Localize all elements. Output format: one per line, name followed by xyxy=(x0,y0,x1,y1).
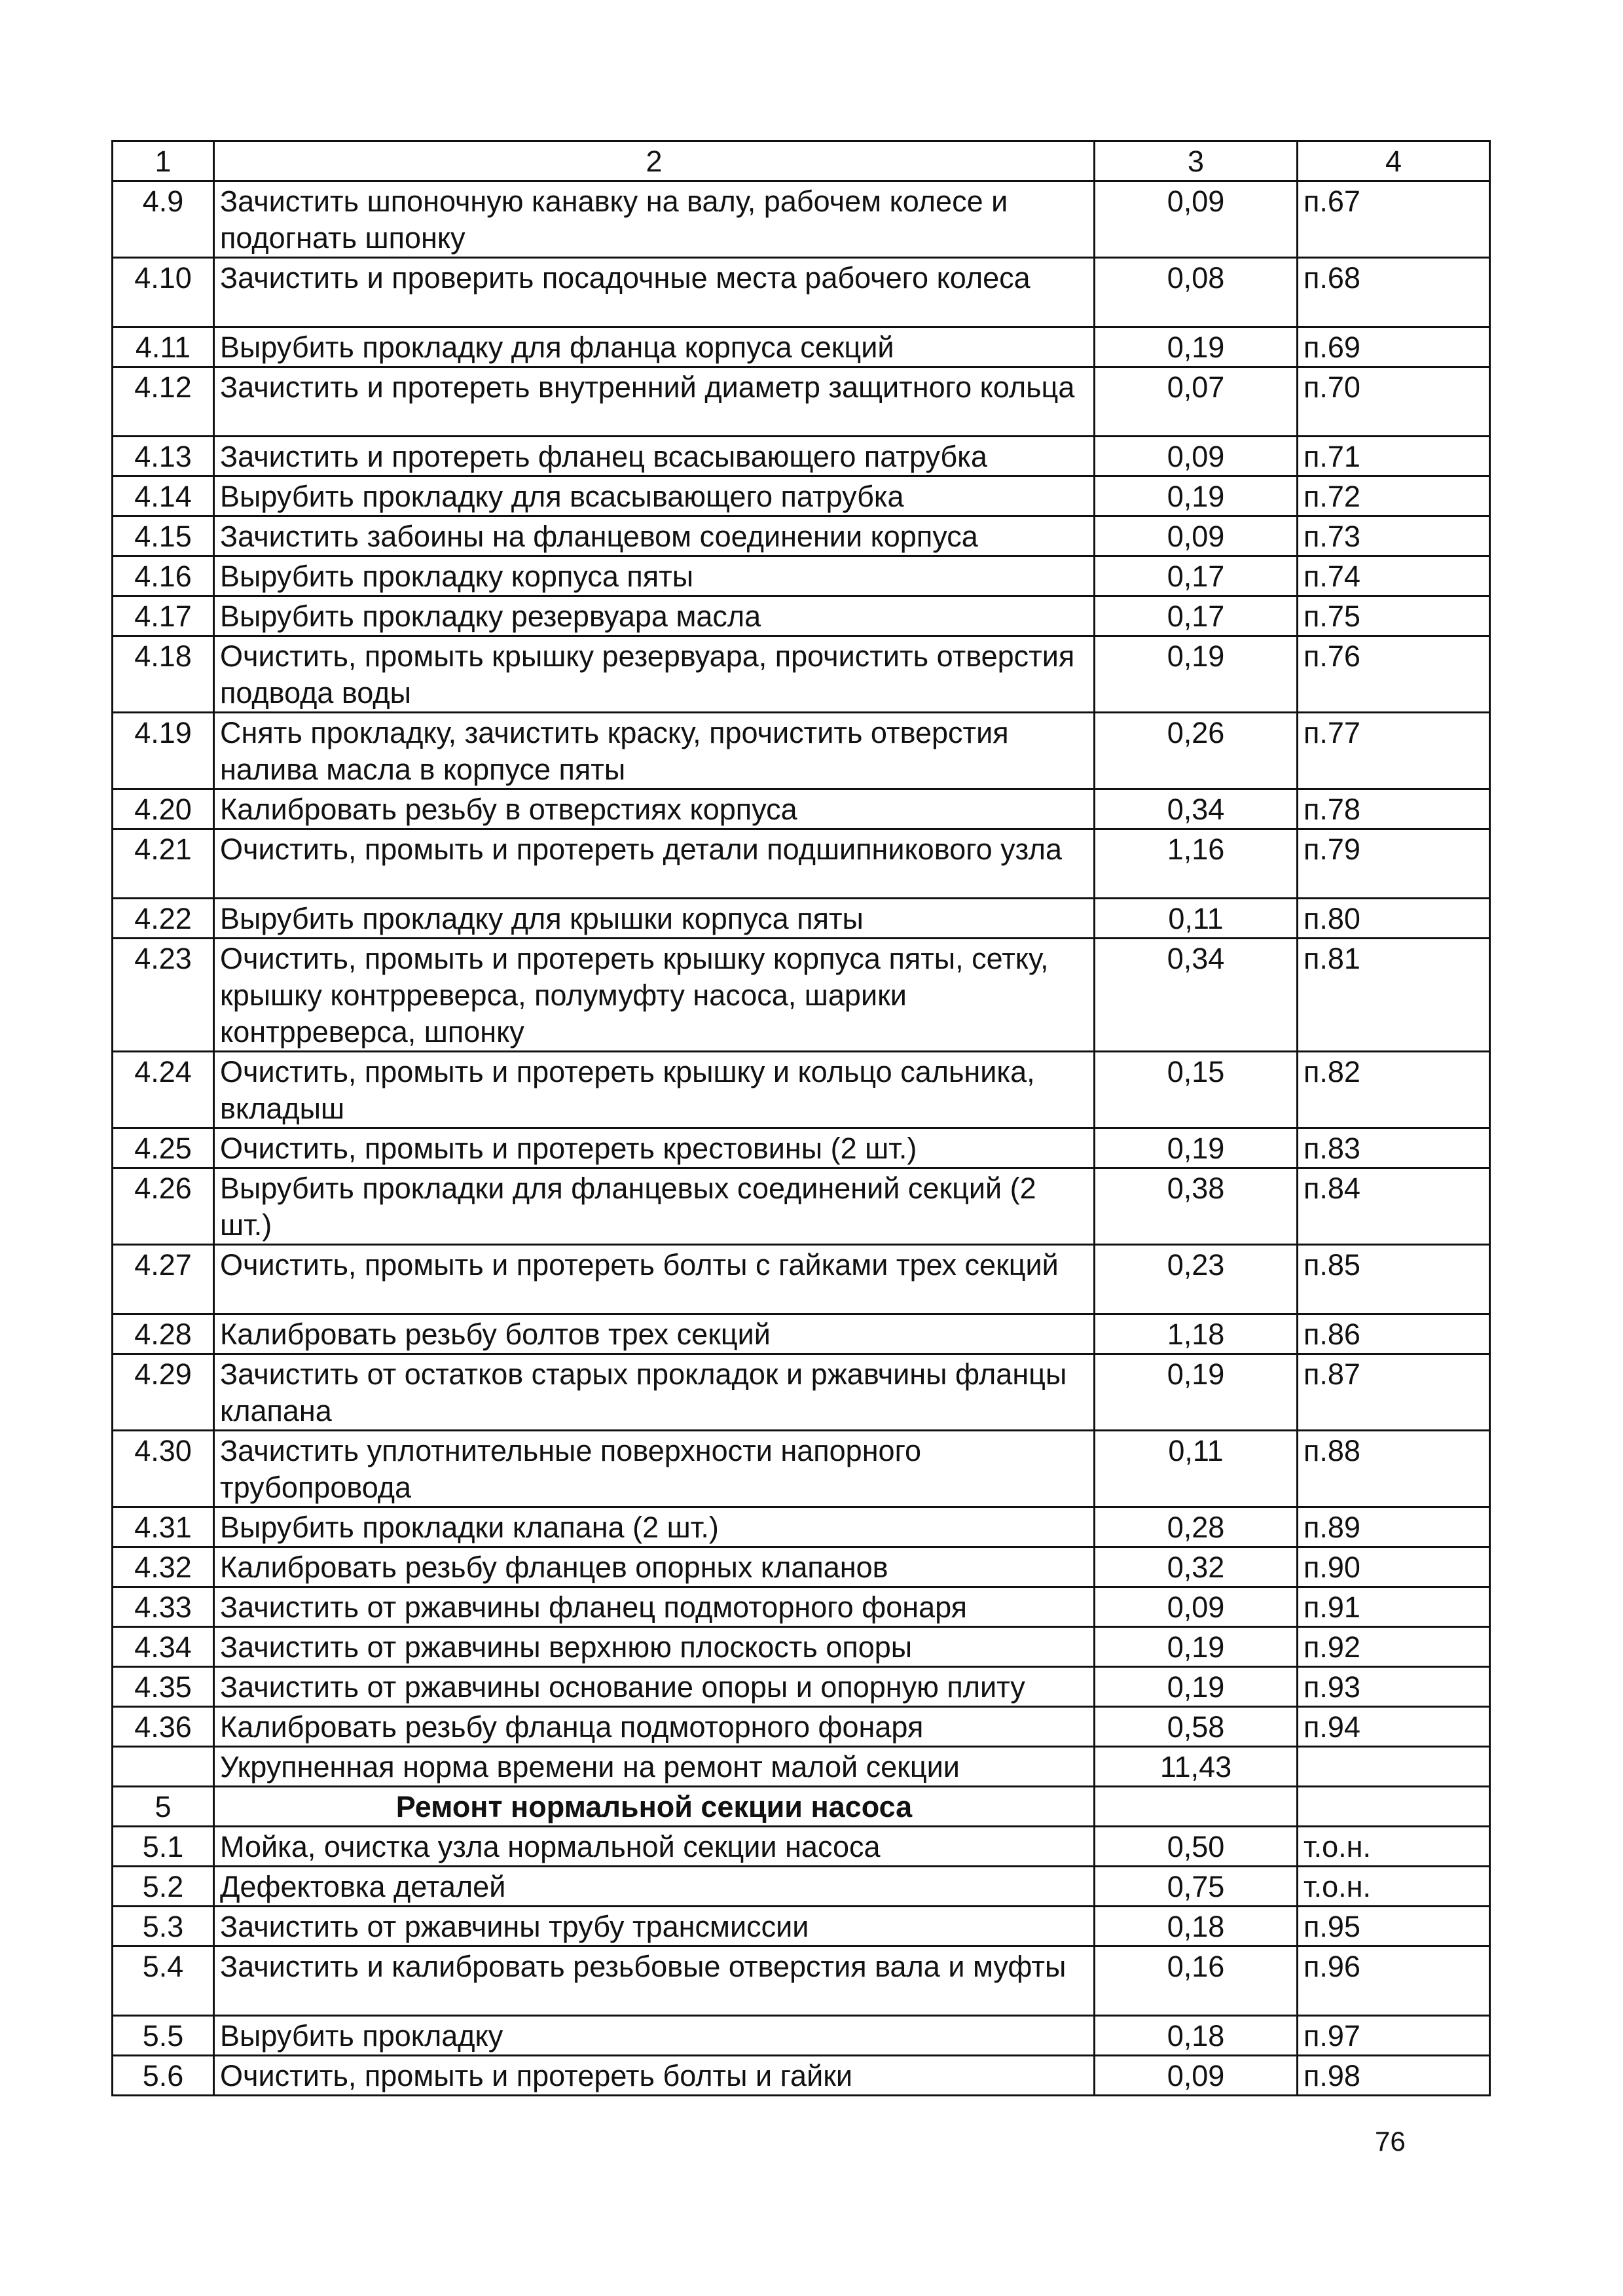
row-number: 4.17 xyxy=(113,596,214,636)
header-col-1: 1 xyxy=(113,141,214,181)
row-description: Зачистить от ржавчины верхнюю плоскость опоры xyxy=(214,1627,1095,1667)
row-time-norm: 0,50 xyxy=(1095,1827,1298,1867)
row-description: Зачистить шпоночную канавку на валу, рабочем колесе и подогнать шпонку xyxy=(214,181,1095,258)
row-number: 4.25 xyxy=(113,1128,214,1168)
row-number: 4.15 xyxy=(113,516,214,556)
row-time-norm: 0,17 xyxy=(1095,556,1298,596)
row-description: Укрупненная норма времени на ремонт малой секции xyxy=(214,1747,1095,1787)
row-time-norm xyxy=(1095,1787,1298,1827)
header-col-4: 4 xyxy=(1298,141,1490,181)
row-description: Зачистить от ржавчины основание опоры и опорную плиту xyxy=(214,1667,1095,1707)
row-number: 4.32 xyxy=(113,1547,214,1587)
row-reference: п.83 xyxy=(1298,1128,1490,1168)
row-reference: т.о.н. xyxy=(1298,1827,1490,1867)
row-number: 4.12 xyxy=(113,367,214,437)
row-number xyxy=(113,1747,214,1787)
row-number: 4.30 xyxy=(113,1431,214,1507)
row-description: Вырубить прокладку резервуара масла xyxy=(214,596,1095,636)
row-reference: п.69 xyxy=(1298,327,1490,367)
row-time-norm: 0,38 xyxy=(1095,1168,1298,1245)
row-time-norm: 0,19 xyxy=(1095,327,1298,367)
row-time-norm: 0,09 xyxy=(1095,1587,1298,1627)
table-row xyxy=(113,1867,1490,1907)
row-description: Калибровать резьбу болтов трех секций xyxy=(214,1314,1095,1354)
row-reference: п.92 xyxy=(1298,1627,1490,1667)
row-description: Вырубить прокладку xyxy=(214,2016,1095,2056)
row-time-norm: 0,17 xyxy=(1095,596,1298,636)
table-row xyxy=(113,437,1490,476)
table-row xyxy=(113,476,1490,516)
row-description: Вырубить прокладку для фланца корпуса секций xyxy=(214,327,1095,367)
row-description: Калибровать резьбу фланцев опорных клапанов xyxy=(214,1547,1095,1587)
row-description: Очистить, промыть крышку резервуара, прочистить отверстия подвода воды xyxy=(214,636,1095,713)
row-reference: п.71 xyxy=(1298,437,1490,476)
row-description: Вырубить прокладки для фланцевых соединений секций (2 шт.) xyxy=(214,1168,1095,1245)
row-description: Калибровать резьбу в отверстиях корпуса xyxy=(214,789,1095,829)
row-time-norm: 0,34 xyxy=(1095,789,1298,829)
table-row xyxy=(113,2016,1490,2056)
row-time-norm: 0,32 xyxy=(1095,1547,1298,1587)
row-time-norm: 0,11 xyxy=(1095,1431,1298,1507)
row-number: 4.28 xyxy=(113,1314,214,1354)
row-time-norm: 0,15 xyxy=(1095,1052,1298,1128)
row-description: Ремонт нормальной секции насоса xyxy=(214,1787,1095,1827)
table-header-row xyxy=(113,141,1490,181)
row-time-norm: 0,18 xyxy=(1095,1907,1298,1946)
row-reference: п.84 xyxy=(1298,1168,1490,1245)
row-number: 4.26 xyxy=(113,1168,214,1245)
row-reference: п.97 xyxy=(1298,2016,1490,2056)
table-row xyxy=(113,1707,1490,1747)
row-time-norm: 0,11 xyxy=(1095,899,1298,939)
row-time-norm: 0,09 xyxy=(1095,181,1298,258)
row-number: 4.34 xyxy=(113,1627,214,1667)
table-row xyxy=(113,1747,1490,1787)
row-number: 4.10 xyxy=(113,258,214,327)
table-row xyxy=(113,1827,1490,1867)
row-reference: п.90 xyxy=(1298,1547,1490,1587)
row-number: 4.36 xyxy=(113,1707,214,1747)
row-description: Снять прокладку, зачистить краску, прочистить отверстия налива масла в корпусе пяты xyxy=(214,713,1095,789)
table-body xyxy=(113,141,1490,2096)
row-number: 4.11 xyxy=(113,327,214,367)
row-reference: п.88 xyxy=(1298,1431,1490,1507)
header-col-3: 3 xyxy=(1095,141,1298,181)
table-row xyxy=(113,1627,1490,1667)
table-row xyxy=(113,2056,1490,2096)
row-time-norm: 0,19 xyxy=(1095,636,1298,713)
row-number: 4.22 xyxy=(113,899,214,939)
row-description: Вырубить прокладки клапана (2 шт.) xyxy=(214,1507,1095,1547)
row-number: 4.9 xyxy=(113,181,214,258)
table-row xyxy=(113,636,1490,713)
table-row xyxy=(113,1168,1490,1245)
row-reference: п.91 xyxy=(1298,1587,1490,1627)
row-description: Зачистить уплотнительные поверхности напорного трубопровода xyxy=(214,1431,1095,1507)
row-description: Очистить, промыть и протереть крышку корпуса пяты, сетку, крышку контрреверса, полумуфту насоса, шарики контрреверса, шпонку xyxy=(214,939,1095,1052)
row-reference: п.67 xyxy=(1298,181,1490,258)
row-reference: п.70 xyxy=(1298,367,1490,437)
row-time-norm: 0,26 xyxy=(1095,713,1298,789)
row-number: 5.1 xyxy=(113,1827,214,1867)
row-number: 4.19 xyxy=(113,713,214,789)
row-reference: п.98 xyxy=(1298,2056,1490,2096)
table-row xyxy=(113,1314,1490,1354)
row-reference: п.79 xyxy=(1298,829,1490,899)
table-row xyxy=(113,1667,1490,1707)
row-reference xyxy=(1298,1787,1490,1827)
row-number: 4.13 xyxy=(113,437,214,476)
row-number: 5.6 xyxy=(113,2056,214,2096)
table-row xyxy=(113,713,1490,789)
row-description: Калибровать резьбу фланца подмоторного фонаря xyxy=(214,1707,1095,1747)
row-number: 4.21 xyxy=(113,829,214,899)
row-time-norm: 0,08 xyxy=(1095,258,1298,327)
work-norms-table xyxy=(111,140,1491,2096)
row-description: Вырубить прокладку для всасывающего патрубка xyxy=(214,476,1095,516)
row-time-norm: 0,09 xyxy=(1095,2056,1298,2096)
row-reference: п.74 xyxy=(1298,556,1490,596)
row-description: Очистить, промыть и протереть болты с гайками трех секций xyxy=(214,1245,1095,1314)
row-reference: п.80 xyxy=(1298,899,1490,939)
row-number: 4.31 xyxy=(113,1507,214,1547)
row-description: Очистить, промыть и протереть детали подшипникового узла xyxy=(214,829,1095,899)
row-description: Зачистить от остатков старых прокладок и ржавчины фланцы клапана xyxy=(214,1354,1095,1431)
row-number: 4.18 xyxy=(113,636,214,713)
row-time-norm: 0,19 xyxy=(1095,1354,1298,1431)
row-description: Вырубить прокладку для крышки корпуса пяты xyxy=(214,899,1095,939)
row-reference: п.95 xyxy=(1298,1907,1490,1946)
row-number: 4.16 xyxy=(113,556,214,596)
table-row xyxy=(113,596,1490,636)
row-reference: п.86 xyxy=(1298,1314,1490,1354)
row-number: 4.27 xyxy=(113,1245,214,1314)
row-description: Мойка, очистка узла нормальной секции насоса xyxy=(214,1827,1095,1867)
row-reference: п.78 xyxy=(1298,789,1490,829)
table-row xyxy=(113,1587,1490,1627)
row-number: 4.29 xyxy=(113,1354,214,1431)
table-row xyxy=(113,1245,1490,1314)
row-time-norm: 0,19 xyxy=(1095,476,1298,516)
table-row xyxy=(113,789,1490,829)
row-description: Очистить, промыть и протереть крестовины (2 шт.) xyxy=(214,1128,1095,1168)
row-description: Очистить, промыть и протереть болты и гайки xyxy=(214,2056,1095,2096)
row-reference: п.82 xyxy=(1298,1052,1490,1128)
table-row xyxy=(113,181,1490,258)
table-row xyxy=(113,1547,1490,1587)
row-description: Зачистить и проверить посадочные места рабочего колеса xyxy=(214,258,1095,327)
row-number: 5.2 xyxy=(113,1867,214,1907)
table-row xyxy=(113,1907,1490,1946)
row-number: 4.23 xyxy=(113,939,214,1052)
table-row xyxy=(113,899,1490,939)
row-reference: п.89 xyxy=(1298,1507,1490,1547)
row-reference: п.85 xyxy=(1298,1245,1490,1314)
table-row xyxy=(113,1431,1490,1507)
table-row xyxy=(113,327,1490,367)
table-row xyxy=(113,1052,1490,1128)
row-number: 5.3 xyxy=(113,1907,214,1946)
table-row xyxy=(113,556,1490,596)
row-reference: п.72 xyxy=(1298,476,1490,516)
row-number: 4.35 xyxy=(113,1667,214,1707)
row-time-norm: 0,28 xyxy=(1095,1507,1298,1547)
row-description: Зачистить и протереть внутренний диаметр защитного кольца xyxy=(214,367,1095,437)
row-description: Зачистить от ржавчины трубу трансмиссии xyxy=(214,1907,1095,1946)
table-row xyxy=(113,829,1490,899)
row-number: 5.5 xyxy=(113,2016,214,2056)
row-reference: п.93 xyxy=(1298,1667,1490,1707)
table-row xyxy=(113,1946,1490,2016)
row-number: 4.33 xyxy=(113,1587,214,1627)
header-col-2: 2 xyxy=(214,141,1095,181)
row-reference: п.94 xyxy=(1298,1707,1490,1747)
row-time-norm: 0,18 xyxy=(1095,2016,1298,2056)
row-time-norm: 0,58 xyxy=(1095,1707,1298,1747)
row-reference: п.73 xyxy=(1298,516,1490,556)
row-time-norm: 0,09 xyxy=(1095,516,1298,556)
page-number: 76 xyxy=(1375,2126,1406,2157)
row-time-norm: 0,75 xyxy=(1095,1867,1298,1907)
row-time-norm: 11,43 xyxy=(1095,1747,1298,1787)
row-reference: п.75 xyxy=(1298,596,1490,636)
table-row xyxy=(113,516,1490,556)
row-reference: п.68 xyxy=(1298,258,1490,327)
table-row xyxy=(113,367,1490,437)
table-row xyxy=(113,1507,1490,1547)
row-description: Вырубить прокладку корпуса пяты xyxy=(214,556,1095,596)
row-reference: п.96 xyxy=(1298,1946,1490,2016)
row-number: 5.4 xyxy=(113,1946,214,2016)
row-time-norm: 1,16 xyxy=(1095,829,1298,899)
row-time-norm: 0,09 xyxy=(1095,437,1298,476)
row-description: Очистить, промыть и протереть крышку и кольцо сальника, вкладыш xyxy=(214,1052,1095,1128)
row-description: Зачистить и протереть фланец всасывающего патрубка xyxy=(214,437,1095,476)
row-number: 4.24 xyxy=(113,1052,214,1128)
row-time-norm: 0,19 xyxy=(1095,1128,1298,1168)
row-reference xyxy=(1298,1747,1490,1787)
row-number: 5 xyxy=(113,1787,214,1827)
row-time-norm: 0,07 xyxy=(1095,367,1298,437)
row-time-norm: 0,23 xyxy=(1095,1245,1298,1314)
table-row xyxy=(113,939,1490,1052)
row-time-norm: 1,18 xyxy=(1095,1314,1298,1354)
table-row xyxy=(113,1128,1490,1168)
row-reference: т.о.н. xyxy=(1298,1867,1490,1907)
row-description: Зачистить и калибровать резьбовые отверстия вала и муфты xyxy=(214,1946,1095,2016)
row-time-norm: 0,19 xyxy=(1095,1627,1298,1667)
row-description: Дефектовка деталей xyxy=(214,1867,1095,1907)
row-reference: п.77 xyxy=(1298,713,1490,789)
row-time-norm: 0,34 xyxy=(1095,939,1298,1052)
row-time-norm: 0,16 xyxy=(1095,1946,1298,2016)
table-row xyxy=(113,1354,1490,1431)
row-reference: п.76 xyxy=(1298,636,1490,713)
row-number: 4.20 xyxy=(113,789,214,829)
section-row xyxy=(113,1787,1490,1827)
row-reference: п.87 xyxy=(1298,1354,1490,1431)
row-reference: п.81 xyxy=(1298,939,1490,1052)
row-number: 4.14 xyxy=(113,476,214,516)
row-time-norm: 0,19 xyxy=(1095,1667,1298,1707)
row-description: Зачистить от ржавчины фланец подмоторного фонаря xyxy=(214,1587,1095,1627)
table-row xyxy=(113,258,1490,327)
row-description: Зачистить забоины на фланцевом соединении корпуса xyxy=(214,516,1095,556)
